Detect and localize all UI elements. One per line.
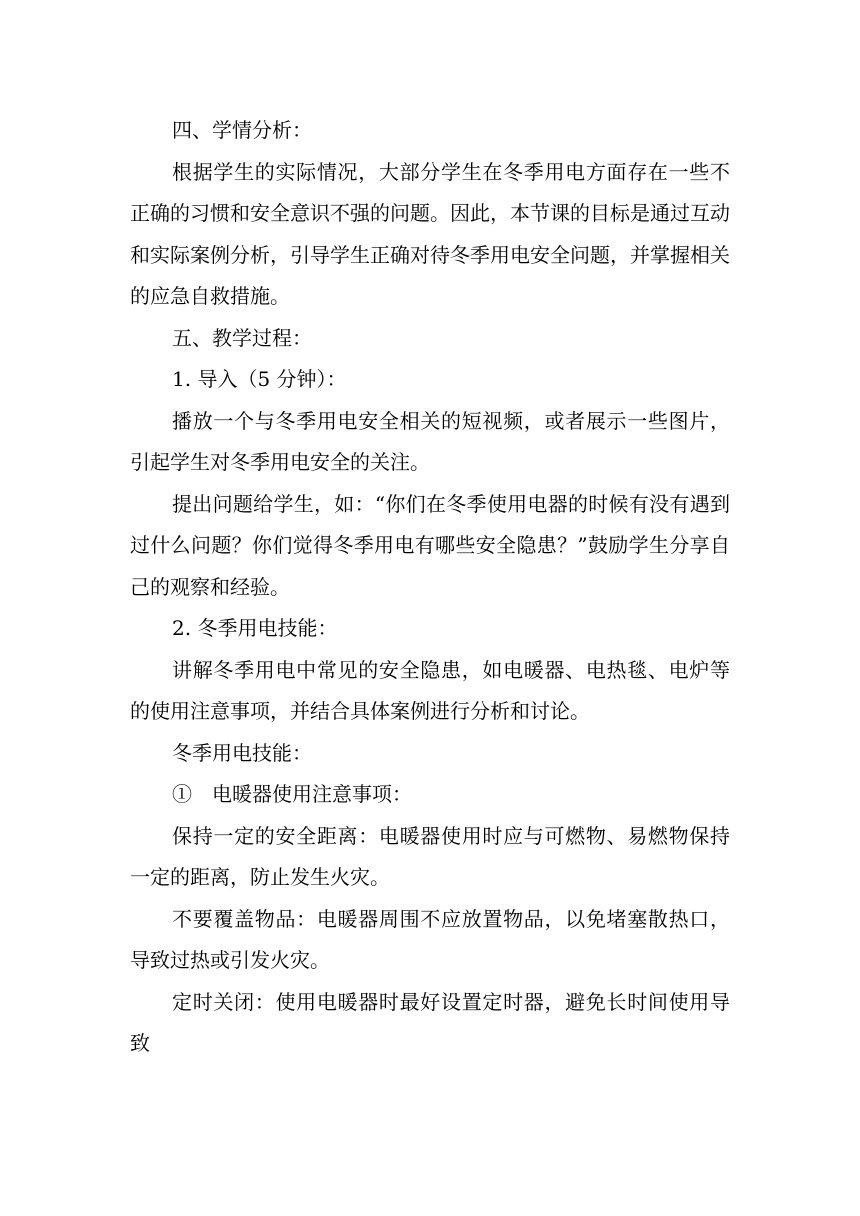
section-heading-student-analysis: 四、学情分析： bbox=[172, 118, 312, 142]
paragraph-student-analysis: 根据学生的实际情况，大部分学生在冬季用电方面存在一些不正确的习惯和安全意识不强的问题。因此，本节课的目标是通过互动和实际案例分析，引导学生正确对待冬季用电安全问题，并掌握相关的应急自救措施。 bbox=[130, 159, 730, 308]
section-heading-teaching-process: 五、教学过程： bbox=[172, 325, 312, 350]
document-body bbox=[130, 110, 730, 1065]
label-winter-skills: 冬季用电技能： bbox=[172, 740, 312, 765]
subheading-winter-skills: 2. 冬季用电技能： bbox=[172, 616, 338, 640]
list-item-heater-notes: ① 电暖器使用注意事项： bbox=[172, 782, 412, 806]
paragraph-safe-distance: 保持一定的安全距离：电暖器使用时应与可燃物、易燃物保持一定的距离，防止发生火灾。 bbox=[130, 823, 730, 889]
paragraph-play-video: 播放一个与冬季用电安全相关的短视频，或者展示一些图片，引起学生对冬季用电安全的关注。 bbox=[130, 408, 730, 474]
paragraph-explain-hazards: 讲解冬季用电中常见的安全隐患，如电暖器、电热毯、电炉等的使用注意事项，并结合具体案例进行分析和讨论。 bbox=[130, 657, 730, 723]
paragraph-timer-off: 定时关闭：使用电暖器时最好设置定时器，避免长时间使用导致 bbox=[130, 989, 730, 1055]
paragraph-do-not-cover: 不要覆盖物品：电暖器周围不应放置物品，以免堵塞散热口，导致过热或引发火灾。 bbox=[130, 906, 730, 972]
paragraph-ask-questions: 提出问题给学生，如：“你们在冬季使用电器的时候有没有遇到过什么问题？你们觉得冬季用电有哪些安全隐患？”鼓励学生分享自己的观察和经验。 bbox=[130, 491, 730, 599]
subheading-introduction: 1. 导入（5 分钟）： bbox=[172, 367, 347, 391]
